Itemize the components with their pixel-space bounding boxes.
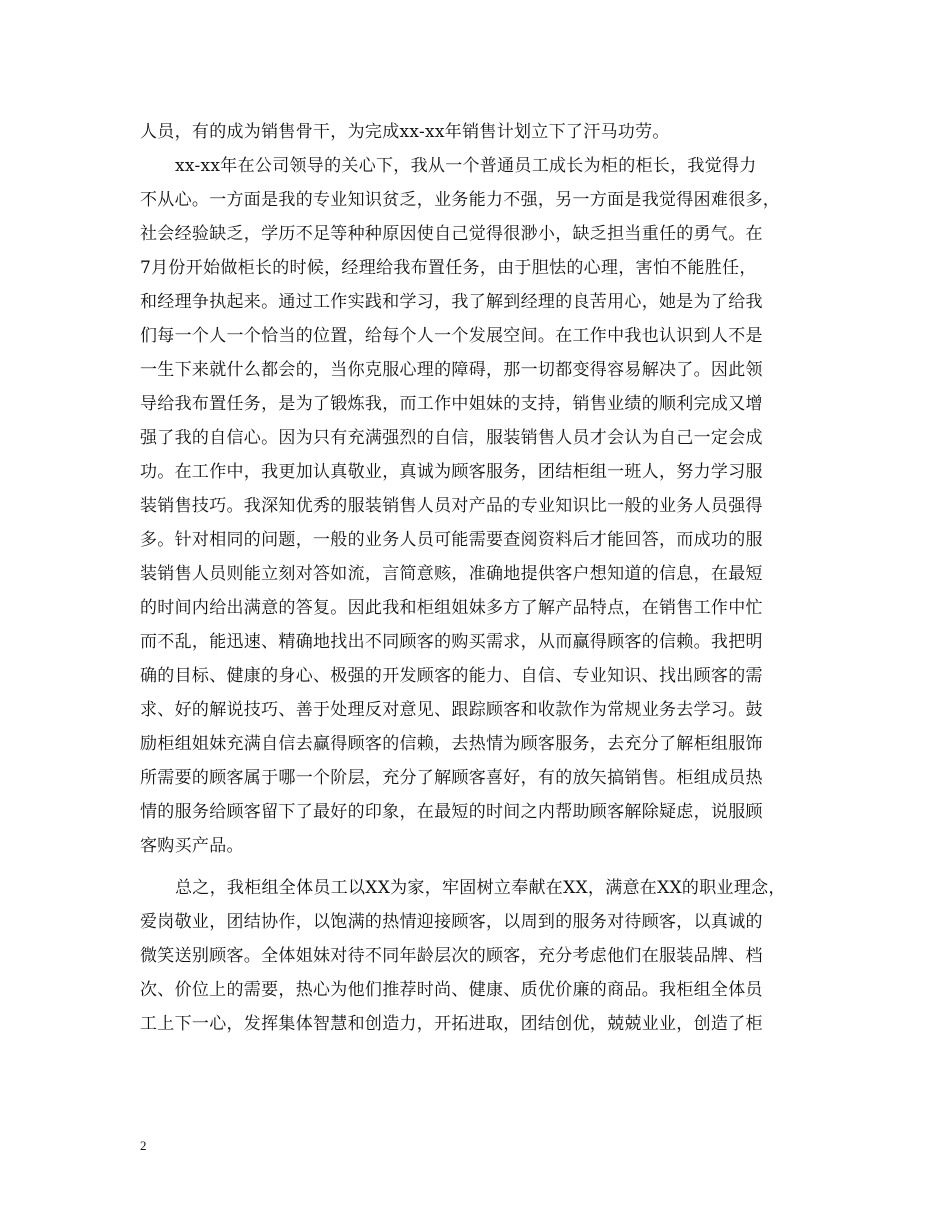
text-line: 和经理争执起来。通过工作实践和学习，我了解到经理的良苦用心，她是为了给我 <box>140 292 763 312</box>
text-line: 导给我布置任务，是为了锻炼我，而工作中姐妹的支持，销售业绩的顺利完成又增 <box>140 394 763 414</box>
text-line: 们每一个人一个恰当的位置，给每个人一个发展空间。在工作中我也认识到人不是 <box>140 326 763 346</box>
text-line: 多。针对相同的问题，一般的业务人员可能需要查阅资料后才能回答，而成功的服 <box>140 530 763 550</box>
text-line: 一生下来就什么都会的，当你克服心理的障碍，那一切都变得容易解决了。因此领 <box>140 360 763 380</box>
text-line: 的时间内给出满意的答复。因此我和柜组姐妹多方了解产品特点，在销售工作中忙 <box>140 598 763 618</box>
text-line: 客购买产品。 <box>140 836 244 856</box>
text-line: xx-xx年在公司领导的关心下，我从一个普通员工成长为柜的柜长，我觉得力 <box>175 156 757 176</box>
text-line: 工上下一心，发挥集体智慧和创造力，开拓进取，团结创优，兢兢业业，创造了柜 <box>140 1014 763 1034</box>
page-number: 2 <box>140 1138 147 1153</box>
text-line: 励柜组姐妹充满自信去赢得顾客的信赖，去热情为顾客服务，去充分了解柜组服饰 <box>140 734 763 754</box>
text-line: 情的服务给顾客留下了最好的印象，在最短的时间之内帮助顾客解除疑虑，说服顾 <box>140 802 763 822</box>
text-line: 确的目标、健康的身心、极强的开发顾客的能力、自信、专业知识、找出顾客的需 <box>140 666 763 686</box>
text-line: 人员，有的成为销售骨干，为完成xx-xx年销售计划立下了汗马功劳。 <box>140 122 670 142</box>
text-line: 所需要的顾客属于哪一个阶层，充分了解顾客喜好，有的放矢搞销售。柜组成员热 <box>140 768 763 788</box>
text-line: 不从心。一方面是我的专业知识贫乏，业务能力不强，另一方面是我觉得困难很多， <box>140 190 781 210</box>
text-line: 社会经验缺乏，学历不足等种种原因使自己觉得很渺小，缺乏担当重任的勇气。在 <box>140 224 763 244</box>
text-line: 强了我的自信心。因为只有充满强烈的自信，服装销售人员才会认为自己一定会成 <box>140 428 763 448</box>
text-line: 爱岗敬业，团结协作，以饱满的热情迎接顾客，以周到的服务对待顾客，以真诚的 <box>140 912 763 932</box>
text-line: 装销售技巧。我深知优秀的服装销售人员对产品的专业知识比一般的业务人员强得 <box>140 496 763 516</box>
text-line: 而不乱，能迅速、精确地找出不同顾客的购买需求，从而赢得顾客的信赖。我把明 <box>140 632 763 652</box>
text-line: 装销售人员则能立刻对答如流，言简意赅，准确地提供客户想知道的信息，在最短 <box>140 564 763 584</box>
text-line: 7月份开始做柜长的时候，经理给我布置任务，由于胆怯的心理，害怕不能胜任， <box>140 258 757 278</box>
text-line: 求、好的解说技巧、善于处理反对意见、跟踪顾客和收款作为常规业务去学习。鼓 <box>140 700 763 720</box>
text-line: 次、价位上的需要，热心为他们推荐时尚、健康、质优价廉的商品。我柜组全体员 <box>140 980 763 1000</box>
text-line: 微笑送别顾客。全体姐妹对待不同年龄层次的顾客，充分考虑他们在服装品牌、档 <box>140 946 763 966</box>
text-line: 总之，我柜组全体员工以XX为家，牢固树立奉献在XX，满意在XX的职业理念， <box>175 878 786 898</box>
text-line: 功。在工作中，我更加认真敬业，真诚为顾客服务，团结柜组一班人，努力学习服 <box>140 462 763 482</box>
